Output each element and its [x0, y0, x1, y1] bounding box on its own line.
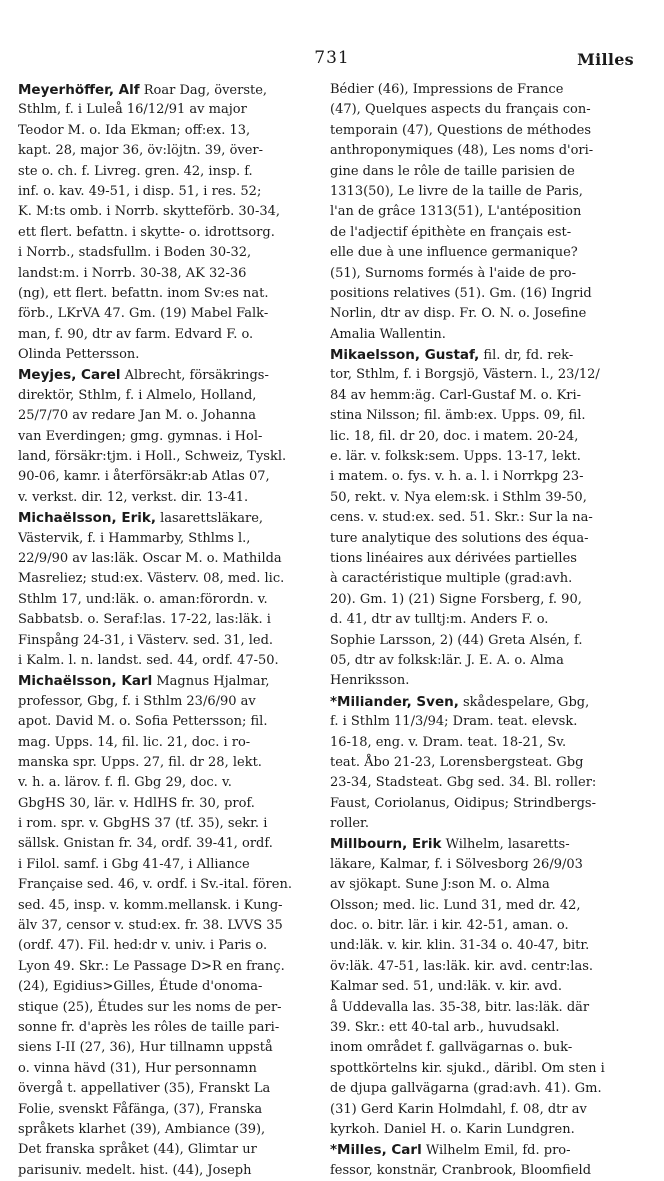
text-line [18, 814, 312, 834]
entry-heading: *Miliander, Sven, [330, 693, 459, 710]
text-line [18, 1161, 312, 1181]
text-line [330, 1140, 646, 1160]
line-text: stina Nilsson; fil. ämb:ex. Upps. 09, fil. [330, 408, 586, 424]
text-line [330, 488, 646, 508]
text-line [18, 121, 312, 141]
line-text: K. M:ts omb. i Norrb. skytteförb. 30-34, [18, 204, 281, 220]
text-line [330, 1079, 646, 1099]
line-text: Olinda Pettersson. [18, 347, 140, 363]
text-line [330, 447, 646, 467]
text-line [18, 100, 312, 120]
text-line [330, 202, 646, 222]
text-line [330, 998, 646, 1018]
line-text: 16-18, eng. v. Dram. teat. 18-21, Sv. [330, 734, 567, 750]
text-line [330, 162, 646, 182]
text-line [18, 529, 312, 549]
text-line [330, 284, 646, 304]
line-text: sed. 45, insp. v. komm.mellansk. i Kung- [18, 897, 283, 913]
text-line [330, 1161, 646, 1181]
line-text: i Filol. samf. i Gbg 41-47, i Alliance [18, 856, 250, 872]
line-text: v. h. a. lärov. f. fl. Gbg 29, doc. v. [18, 775, 232, 791]
text-line [18, 80, 312, 100]
line-text: i matem. o. fys. v. h. a. l. i Norrkpg 23- [330, 469, 584, 485]
page-number: 731 [314, 48, 350, 68]
line-text: (ng), ett flert. befattn. inom Sv:es nat. [18, 285, 269, 301]
text-line [330, 834, 646, 854]
line-text: kyrkoh. Daniel H. o. Karin Lundgren. [330, 1121, 575, 1137]
line-text: GbgHS 30, lär. v. HdlHS fr. 30, prof. [18, 795, 255, 811]
line-text: Henriksson. [330, 673, 410, 689]
text-line [330, 977, 646, 997]
line-text: l'an de grâce 1313(51), L'antéposition [330, 204, 582, 220]
line-text: und:läk. v. kir. klin. 31-34 o. 40-47, bitr. [330, 938, 590, 954]
line-text: Västervik, f. i Hammarby, Sthlms l., [18, 530, 251, 546]
line-text: Masreliez; stud:ex. Västerv. 08, med. lic. [18, 571, 285, 587]
line-text: manska spr. Upps. 27, fil. dr 28, lekt. [18, 754, 262, 770]
line-text: (51), Surnoms formés à l'aide de pro- [330, 265, 577, 281]
text-line [18, 386, 312, 406]
line-text: inf. o. kav. 49-51, i disp. 51, i res. 52; [18, 183, 262, 199]
line-text: av sjökapt. Sune J:son M. o. Alma [330, 877, 550, 893]
line-text: spottkörtelns kir. sjukd., däribl. Om sten i [330, 1060, 605, 1076]
line-text: temporain (47), Questions de méthodes [330, 122, 592, 138]
line-text: man, f. 90, dtr av farm. Edvard F. o. [18, 326, 254, 342]
line-text: siens I-II (27, 36), Hur tillnamn uppstå [18, 1040, 273, 1056]
line-text: älv 37, censor v. stud:ex. fr. 38. LVVS 35 [18, 918, 283, 934]
line-text: skådespelare, Gbg, [458, 694, 590, 710]
text-line [330, 427, 646, 447]
text-line [18, 345, 312, 365]
text-line [330, 325, 646, 345]
text-line [330, 467, 646, 487]
text-line [330, 1120, 646, 1140]
text-line [330, 264, 646, 284]
left-column [18, 80, 312, 1181]
text-line [330, 875, 646, 895]
line-text: läkare, Kalmar, f. i Sölvesborg 26/9/03 [330, 856, 583, 872]
line-text: o. vinna hävd (31), Hur personnamn [18, 1060, 257, 1076]
text-line [18, 610, 312, 630]
text-line [330, 936, 646, 956]
text-line [330, 1038, 646, 1058]
text-line [330, 365, 646, 385]
line-text: öv:läk. 47-51, las:läk. kir. avd. centr:las. [330, 958, 593, 974]
text-line [330, 773, 646, 793]
text-line [330, 671, 646, 691]
text-line [18, 977, 312, 997]
text-line [330, 651, 646, 671]
text-line [330, 80, 646, 100]
text-line [330, 569, 646, 589]
line-text: e. lär. v. folksk:sem. Upps. 13-17, lekt. [330, 449, 581, 465]
line-text: Norlin, dtr av disp. Fr. O. N. o. Josefine [330, 306, 587, 322]
text-line [330, 386, 646, 406]
line-text: Française sed. 46, v. ordf. i Sv.-ital. fören. [18, 877, 292, 893]
line-text: à caractéristique multiple (grad:avh. [330, 571, 573, 587]
line-text: mag. Upps. 14, fil. lic. 21, doc. i ro- [18, 734, 251, 750]
text-line [330, 141, 646, 161]
text-line [330, 794, 646, 814]
text-line [18, 753, 312, 773]
text-line [330, 345, 646, 365]
line-text: de l'adjectif épithète en français est- [330, 224, 572, 240]
text-line [330, 590, 646, 610]
text-line [18, 223, 312, 243]
line-text: sällsk. Gnistan fr. 34, ordf. 39-41, ordf. [18, 836, 273, 852]
line-text: doc. o. bitr. lär. i kir. 42-51, aman. o. [330, 918, 569, 934]
line-text: Olsson; med. lic. Lund 31, med dr. 42, [330, 897, 581, 913]
text-line [18, 182, 312, 202]
line-text: Sabbatsb. o. Seraf:las. 17-22, las:läk. i [18, 612, 271, 628]
line-text: Finspång 24-31, i Västerv. sed. 31, led. [18, 632, 274, 648]
text-line [18, 264, 312, 284]
text-line [18, 936, 312, 956]
line-text: Sthlm 17, und:läk. o. aman:förordn. v. [18, 591, 268, 607]
text-line [18, 447, 312, 467]
line-text: v. verkst. dir. 12, verkst. dir. 13-41. [18, 489, 249, 505]
entry-heading: *Milles, Carl [330, 1142, 422, 1159]
line-text: f. i Sthlm 11/3/94; Dram. teat. elevsk. [330, 714, 578, 730]
line-text: ett flert. befattn. i skytte- o. idrottsorg. [18, 224, 275, 240]
text-line [330, 631, 646, 651]
text-line [330, 1059, 646, 1079]
text-line [18, 406, 312, 426]
line-text: fil. dr, fd. rek- [479, 348, 574, 364]
line-text: direktör, Sthlm, f. i Almelo, Holland, [18, 387, 257, 403]
entry-heading: Meyjes, Carel [18, 367, 121, 384]
text-line [330, 1018, 646, 1038]
text-line [18, 569, 312, 589]
line-text: Det franska språket (44), Glimtar ur [18, 1142, 257, 1158]
line-text: förb., LKrVA 47. Gm. (19) Mabel Falk- [18, 306, 269, 322]
line-text: 50, rekt. v. Nya elem:sk. i Sthlm 39-50, [330, 489, 587, 505]
line-text: Magnus Hjalmar, [152, 674, 270, 690]
text-line [18, 733, 312, 753]
line-text: (47), Quelques aspects du français con- [330, 102, 591, 118]
text-line [18, 243, 312, 263]
text-line [330, 753, 646, 773]
line-text: cens. v. stud:ex. sed. 51. Skr.: Sur la na- [330, 510, 593, 526]
line-text: gine dans le rôle de taille parisien de [330, 163, 575, 179]
text-line [330, 304, 646, 324]
line-text: land, försäkr:tjm. i Holl., Schweiz, Tyskl. [18, 449, 287, 465]
line-text: Albrecht, försäkrings- [120, 368, 269, 384]
text-line [18, 1100, 312, 1120]
line-text: teat. Åbo 21-23, Lorensbergsteat. Gbg [330, 754, 584, 770]
text-line [18, 141, 312, 161]
line-text: 23-34, Stadsteat. Gbg sed. 34. Bl. roller: [330, 775, 597, 791]
entry-heading: Michaëlsson, Erik, [18, 510, 156, 527]
text-line [330, 957, 646, 977]
line-text: professor, Gbg, f. i Sthlm 23/6/90 av [18, 693, 256, 709]
text-line [18, 671, 312, 691]
line-text: (31) Gerd Karin Holmdahl, f. 08, dtr av [330, 1101, 587, 1117]
line-text: kapt. 28, major 36, öv:löjtn. 39, över- [18, 143, 264, 159]
text-line [18, 467, 312, 487]
text-line [18, 1079, 312, 1099]
text-line [330, 406, 646, 426]
line-text: fessor, konstnär, Cranbrook, Bloomfield [330, 1162, 592, 1178]
page-header [18, 48, 646, 74]
line-text: Bédier (46), Impressions de France [330, 82, 564, 97]
text-line [330, 814, 646, 834]
text-line [18, 304, 312, 324]
line-text: 1313(50), Le livre de la taille de Paris, [330, 183, 583, 199]
line-text: å Uddevalla las. 35-38, bitr. las:läk. där [330, 999, 590, 1015]
text-line [18, 365, 312, 385]
line-text: i rom. spr. v. GbgHS 37 (tf. 35), sekr. i [18, 816, 268, 832]
text-line [18, 773, 312, 793]
text-line [18, 998, 312, 1018]
line-text: 20). Gm. 1) (21) Signe Forsberg, f. 90, [330, 591, 582, 607]
text-line [330, 508, 646, 528]
entry-heading: Millbourn, Erik [330, 836, 442, 853]
text-line [18, 692, 312, 712]
line-text: 05, dtr av folksk:lär. J. E. A. o. Alma [330, 652, 564, 668]
text-line [18, 1059, 312, 1079]
line-text: inom området f. gallvägarnas o. buk- [330, 1040, 573, 1056]
line-text: 84 av hemm:äg. Carl-Gustaf M. o. Kri- [330, 387, 582, 403]
entry-heading: Mikaelsson, Gustaf, [330, 347, 480, 364]
text-line [18, 896, 312, 916]
line-text: Sthlm, f. i Luleå 16/12/91 av major [18, 102, 247, 118]
text-line [18, 1120, 312, 1140]
line-text: positions relatives (51). Gm. (16) Ingrid [330, 285, 592, 301]
text-line [330, 243, 646, 263]
text-line [18, 549, 312, 569]
line-text: landst:m. i Norrb. 30-38, AK 32-36 [18, 265, 247, 281]
text-line [18, 162, 312, 182]
line-text: sonne fr. d'après les rôles de taille pari- [18, 1019, 280, 1035]
line-text: 22/9/90 av las:läk. Oscar M. o. Mathilda [18, 550, 282, 566]
text-line [18, 1038, 312, 1058]
entry-heading: Meyerhöffer, Alf [18, 82, 140, 98]
text-line [18, 916, 312, 936]
line-text: 25/7/70 av redare Jan M. o. Johanna [18, 408, 257, 424]
text-line [18, 590, 312, 610]
line-text: Kalmar sed. 51, und:läk. v. kir. avd. [330, 979, 563, 995]
text-columns [18, 80, 646, 1178]
line-text: Wilhelm, lasaretts- [441, 837, 570, 853]
text-line [330, 712, 646, 732]
running-head: Milles [577, 50, 634, 69]
line-text: ste o. ch. f. Livreg. gren. 42, insp. f. [18, 163, 253, 179]
right-column [330, 80, 646, 1181]
line-text: elle due à une influence germanique? [330, 245, 578, 261]
line-text: språkets klarhet (39), Ambiance (39), [18, 1121, 266, 1137]
text-line [18, 1018, 312, 1038]
line-text: Sophie Larsson, 2) (44) Greta Alsén, f. [330, 632, 583, 648]
line-text: stique (25), Études sur les noms de per- [18, 999, 282, 1015]
line-text: van Everdingen; gmg. gymnas. i Hol- [18, 428, 263, 444]
text-line [330, 529, 646, 549]
line-text: 39. Skr.: ett 40-tal arb., huvudsakl. [330, 1019, 560, 1035]
line-text: Faust, Coriolanus, Oidipus; Strindbergs- [330, 795, 596, 811]
line-text: (24), Egidius>Gilles, Étude d'onoma- [18, 979, 263, 995]
line-text: Roar Dag, överste, [139, 83, 268, 98]
line-text: lasarettsläkare, [155, 511, 264, 527]
line-text: parisuniv. medelt. hist. (44), Joseph [18, 1162, 252, 1178]
line-text: ture analytique des solutions des équa- [330, 530, 589, 546]
text-line [18, 957, 312, 977]
text-line [330, 1100, 646, 1120]
line-text: tions linéaires aux dérivées partielles [330, 550, 577, 566]
text-line [330, 692, 646, 712]
line-text: övergå t. appellativer (35), Franskt La [18, 1081, 271, 1097]
text-line [18, 284, 312, 304]
line-text: Lyon 49. Skr.: Le Passage D>R en franç. [18, 958, 285, 974]
line-text: tor, Sthlm, f. i Borgsjö, Västern. l., 23/12/ [330, 367, 600, 383]
line-text: anthroponymiques (48), Les noms d'ori- [330, 143, 594, 159]
text-line [18, 508, 312, 528]
text-line [18, 427, 312, 447]
text-line [330, 100, 646, 120]
text-line [18, 712, 312, 732]
line-text: i Norrb., stadsfullm. i Boden 30-32, [18, 245, 252, 261]
text-line [330, 855, 646, 875]
line-text: lic. 18, fil. dr 20, doc. i matem. 20-24, [330, 428, 579, 444]
entry-heading: Michaëlsson, Karl [18, 673, 153, 690]
text-line [18, 855, 312, 875]
line-text: (ordf. 47). Fil. hed:dr v. univ. i Paris o. [18, 938, 268, 954]
text-line [18, 488, 312, 508]
text-line [18, 202, 312, 222]
text-line [330, 610, 646, 630]
text-line [18, 651, 312, 671]
text-line [330, 896, 646, 916]
text-line [330, 223, 646, 243]
line-text: Teodor M. o. Ida Ekman; off:ex. 13, [18, 122, 251, 138]
text-line [18, 1140, 312, 1160]
line-text: Amalia Wallentin. [330, 326, 446, 342]
line-text: 90-06, kamr. i återförsäkr:ab Atlas 07, [18, 469, 270, 485]
text-line [18, 834, 312, 854]
text-line [18, 875, 312, 895]
text-line [18, 794, 312, 814]
line-text: Wilhelm Emil, fd. pro- [421, 1143, 571, 1159]
text-line [330, 549, 646, 569]
line-text: d. 41, dtr av tulltj:m. Anders F. o. [330, 612, 549, 628]
text-line [330, 916, 646, 936]
line-text: Folie, svenskt Fåfänga, (37), Franska [18, 1101, 263, 1117]
text-line [330, 733, 646, 753]
text-line [18, 325, 312, 345]
line-text: apot. David M. o. Sofia Pettersson; fil. [18, 714, 268, 730]
text-line [18, 631, 312, 651]
text-line [330, 121, 646, 141]
text-line [330, 182, 646, 202]
line-text: de djupa gallvägarna (grad:avh. 41). Gm. [330, 1081, 602, 1097]
line-text: i Kalm. l. n. landst. sed. 44, ordf. 47-50. [18, 652, 279, 668]
line-text: roller. [330, 816, 369, 832]
